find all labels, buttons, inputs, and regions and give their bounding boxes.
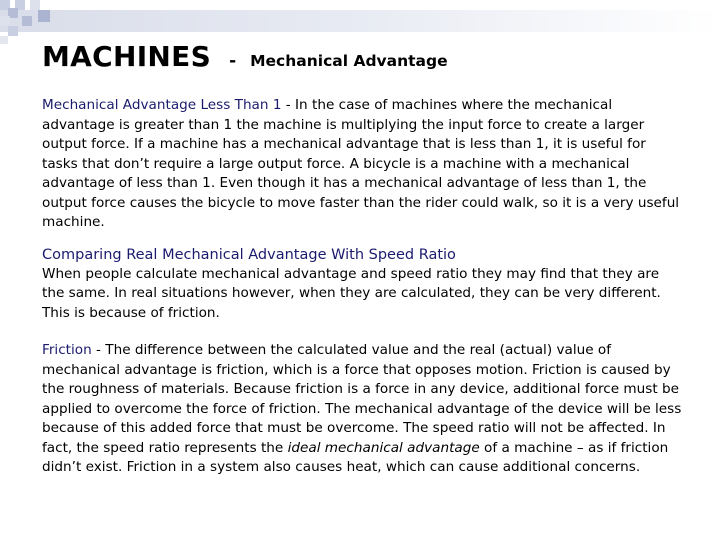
section-text: In the case of machines where the mechanical advantage is greater than 1 the machine is multiplying the input force to create a larger output force. If a machine has a mechanical advantage that is less than 1, it is useful for tasks that don’t require a large output force. A bicycle is a machine with a mechanical advantage of less than 1. Even though it has a mechanical advantage of less than 1, the output force causes the bicycle to move faster than the rider could walk, so it is a very useful machine. xyxy=(42,97,680,230)
highlight-text: a force that opposes motion xyxy=(331,361,524,378)
decor-square xyxy=(8,26,18,36)
decor-square xyxy=(30,0,40,10)
slide-subtitle: Mechanical Advantage xyxy=(250,52,448,70)
decor-square xyxy=(38,10,50,22)
section-separator: - xyxy=(281,97,296,113)
section-text: of a machine – as if friction didn’t exist. Friction in a system also causes heat, which can cause additional concerns. xyxy=(42,439,669,475)
slide-title-row xyxy=(42,40,448,73)
section-text: When people calculate mechanical advantage and speed ratio they may find that they are the same. In real situations however, when they are calculated, they can be very different. This is because of friction. xyxy=(42,265,661,321)
section-less-than-one xyxy=(42,96,682,233)
section-heading: Comparing Real Mechanical Advantage With Speed Ratio xyxy=(42,246,456,263)
decor-square xyxy=(0,16,10,26)
section-heading: Friction xyxy=(42,342,92,358)
slide-body xyxy=(42,96,682,478)
section-text: . Friction is caused by the roughness of materials. Because friction is a force in any device, additional force must be applied to overcome the force of friction. The mechanical advantage of the device will be less because of this added force that must be overcome. The speed ratio will not be affected. In fact, the speed ratio represents the xyxy=(42,361,682,456)
section-text: The difference between the calculated value and the real (actual) value of mechanical advantage is friction, which is xyxy=(42,342,611,378)
header-band xyxy=(0,10,720,32)
decor-square xyxy=(0,36,8,44)
section-speed-ratio xyxy=(42,265,682,324)
section-friction xyxy=(42,341,682,478)
italic-text: ideal mechanical advantage xyxy=(287,439,480,456)
slide-title: MACHINES xyxy=(42,40,212,73)
section-separator: - xyxy=(91,342,106,358)
decor-square xyxy=(22,16,32,26)
section-heading: Mechanical Advantage Less Than 1 xyxy=(42,97,282,113)
title-dash: - xyxy=(229,51,237,71)
